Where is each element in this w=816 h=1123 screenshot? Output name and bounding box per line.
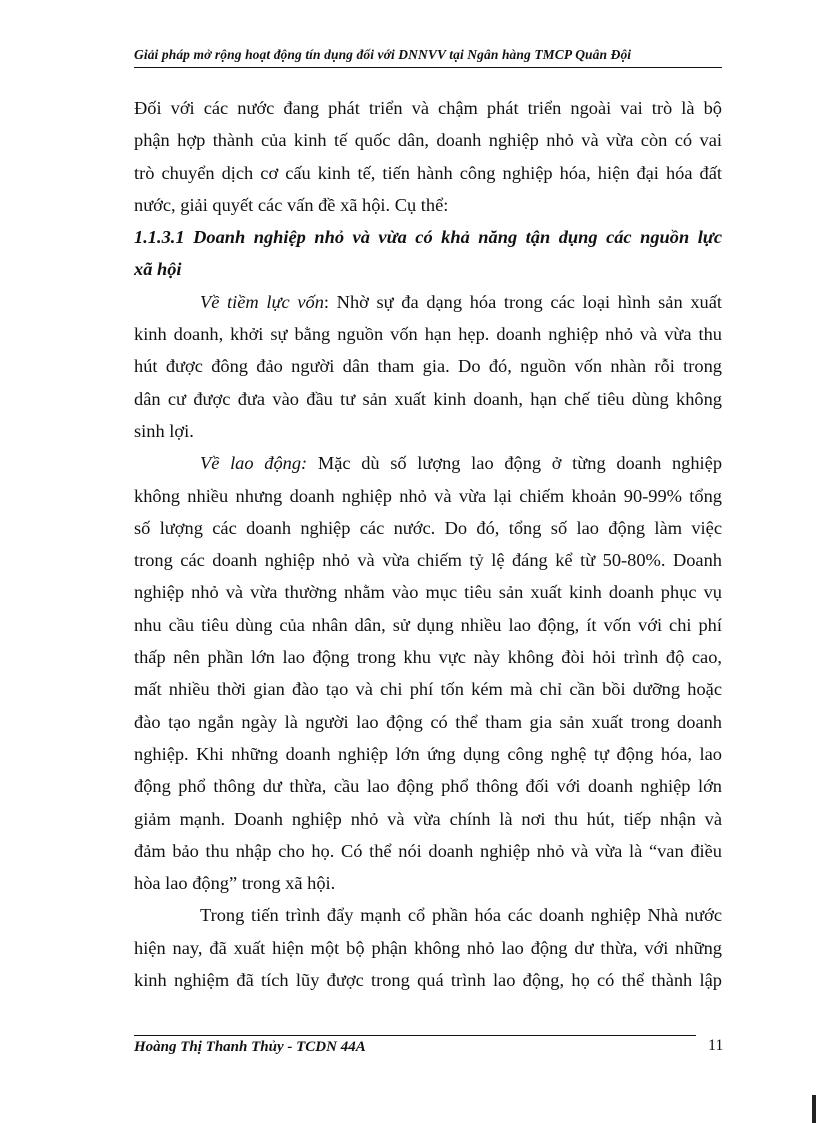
- paragraph-3-line: số lượng các doanh nghiệp các nước. Do đó, tổng số lao động làm việc: [134, 517, 722, 538]
- header-divider: [134, 67, 722, 68]
- paragraph-3-first-text: Mặc dù số lượng lao động ở từng doanh nghiệp: [307, 453, 723, 474]
- running-header: Giải pháp mở rộng hoạt động tín dụng đối với DNNVV tại Ngân hàng TMCP Quân Đội: [134, 47, 632, 62]
- paragraph-2-first-line: [134, 286, 722, 318]
- paragraph-2-line: hút được đông đảo người dân tham gia. Do đó, nguồn vốn nhàn rỗi trong: [134, 356, 722, 377]
- paragraph-3-line: mất nhiều thời gian đào tạo và chi phí tốn kém mà chỉ cần bồi dưỡng hoặc: [134, 679, 722, 700]
- paragraph-2-line: kinh doanh, khởi sự bằng nguồn vốn hạn hẹp. doanh nghiệp nhỏ và vừa thu: [134, 324, 722, 345]
- footer-author: Hoàng Thị Thanh Thủy - TCDN 44A: [134, 1039, 366, 1055]
- paragraph-4-line: hiện nay, đã xuất hiện một bộ phận không nhỏ lao động dư thừa, với những: [134, 937, 722, 958]
- paragraph-4-line: kinh nghiệm đã tích lũy được trong quá trình lao động, họ có thể thành lập: [134, 970, 722, 991]
- page-number: 11: [708, 1037, 724, 1054]
- paragraph-4-line: Trong tiến trình đẩy mạnh cổ phần hóa các doanh nghiệp Nhà nước: [200, 905, 722, 926]
- paragraph-3-line: trong các doanh nghiệp nhỏ và vừa chiếm tỷ lệ đáng kể từ 50-80%. Doanh: [134, 550, 722, 571]
- section-heading-line: 1.1.3.1 Doanh nghiệp nhỏ và vừa có khả năng tận dụng các nguồn lực: [134, 227, 722, 248]
- paragraph-1-line: Đối với các nước đang phát triển và chậm phát triển ngoài vai trò là bộ: [134, 98, 722, 118]
- paragraph-2-line: sinh lợi.: [134, 420, 194, 441]
- section-heading-line: xã hội: [134, 259, 182, 280]
- paragraph-2-lead: Về tiềm lực vốn: [200, 291, 324, 312]
- paragraph-3-line: hòa lao động” trong xã hội.: [134, 873, 336, 894]
- paragraph-3-line: nghiệp. Khi những doanh nghiệp lớn ứng dụng công nghệ tự động hóa, lao: [134, 743, 722, 764]
- paragraph-3-line: thấp nên phần lớn lao động trong khu vực này không đòi hỏi trình độ cao,: [134, 647, 722, 668]
- paragraph-3-line: động phổ thông dư thừa, cầu lao động phổ thông đối với doanh nghiệp lớn: [134, 776, 722, 797]
- paragraph-3-line: đảm bảo thu nhập cho họ. Có thể nói doanh nghiệp nhỏ và vừa là “van điều: [134, 840, 722, 861]
- paragraph-3-first-line: [134, 447, 722, 479]
- paragraph-3-line: nhu cầu tiêu dùng của nhân dân, sử dụng nhiều lao động, ít vốn với chi phí: [134, 614, 722, 635]
- paragraph-3-lead: Về lao động:: [200, 453, 308, 474]
- paragraph-3-line: giảm mạnh. Doanh nghiệp nhỏ và vừa chính là nơi thu hút, tiếp nhận và: [134, 808, 722, 829]
- paragraph-2-line: dân cư được đưa vào đầu tư sản xuất kinh doanh, hạn chế tiêu dùng không: [134, 388, 722, 409]
- paragraph-1-line: nước, giải quyết các vấn đề xã hội. Cụ thể:: [134, 194, 449, 215]
- paragraph-1-line: trò chuyển dịch cơ cấu kinh tế, tiến hành công nghiệp hóa, hiện đại hóa đất: [134, 162, 722, 183]
- paragraph-2-first-text: : Nhờ sự đa dạng hóa trong các loại hình sản xuất: [323, 291, 722, 312]
- paragraph-3-line: không nhiều nhưng doanh nghiệp nhỏ và vừa lại chiếm khoản 90-99% tổng: [134, 485, 722, 506]
- footer-divider: [134, 1035, 696, 1036]
- document-body: [134, 92, 722, 996]
- paragraph-1-line: phận hợp thành của kinh tế quốc dân, doanh nghiệp nhỏ và vừa còn có vai: [134, 130, 722, 151]
- paragraph-3-line: đào tạo ngắn ngày là người lao động có thể tham gia sản xuất trong doanh: [134, 711, 722, 732]
- page-edge-mark: [812, 1095, 816, 1123]
- paragraph-3-line: nghiệp nhỏ và vừa thường nhằm vào mục tiêu sản xuất kinh doanh phục vụ: [134, 582, 722, 603]
